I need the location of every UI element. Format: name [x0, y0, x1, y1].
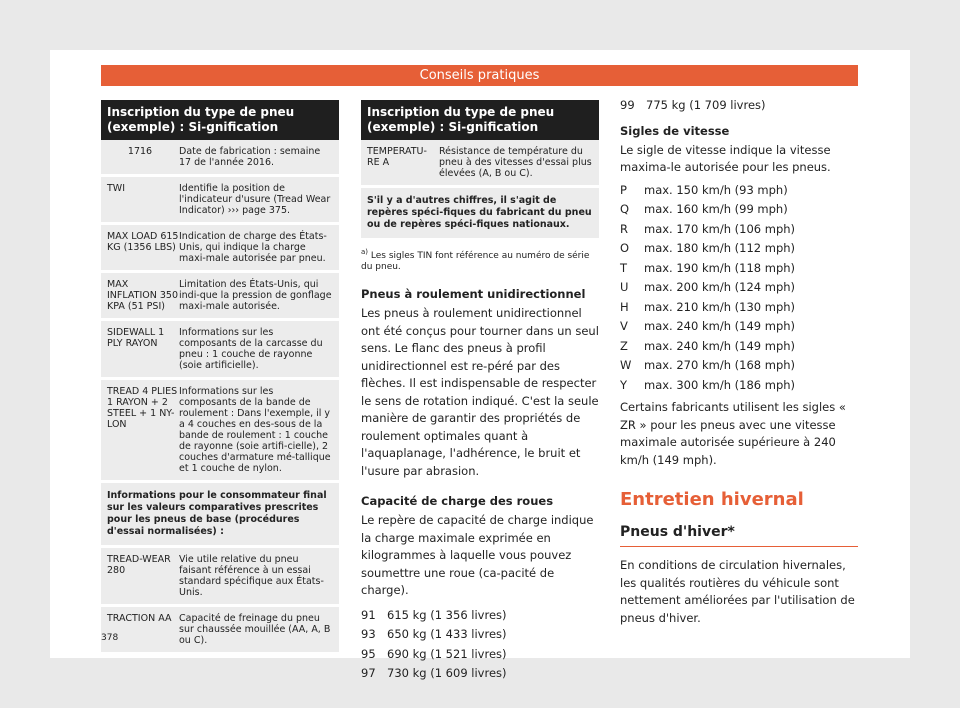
speed-value: max. 180 km/h (112 mph) [644, 241, 796, 255]
winter-title: Entretien hivernal [620, 489, 804, 510]
table-value: Vie utile relative du pneu faisant référence à un essai standard spécifique aux États-Unis. [179, 554, 324, 598]
table-key: TWI [107, 183, 125, 194]
table-key: TREAD-WEAR 280 [107, 554, 171, 576]
table-key: MAX INFLATION 350 KPA (51 PSI) [107, 279, 178, 312]
load-code: 91 [361, 607, 376, 622]
table-value: Indication de charge des États-Unis, qui indique la charge maxi-male autorisée par pneu. [179, 231, 327, 264]
table-row [101, 380, 339, 483]
load-value: 615 kg (1 356 livres) [387, 607, 507, 622]
table-value: Capacité de freinage du pneu sur chaussée mouillée (AA, A, B ou C). [179, 613, 331, 646]
table-key: MAX LOAD 615 KG (1356 LBS) [107, 231, 179, 253]
speed-code: Q [620, 202, 630, 216]
list-item [620, 96, 858, 116]
speed-value: max. 190 km/h (118 mph) [644, 260, 796, 275]
table-row [101, 140, 339, 177]
load-value: 775 kg (1 709 livres) [646, 98, 766, 112]
speed-code: W [620, 358, 632, 372]
column-2 [361, 100, 599, 684]
list-item [620, 200, 858, 220]
table-row [101, 548, 339, 607]
list-item [620, 317, 858, 337]
footnote [361, 247, 599, 273]
load-heading: Capacité de charge des roues [361, 494, 554, 508]
load-code: 97 [361, 666, 376, 680]
speed-value: max. 270 km/h (168 mph) [644, 358, 796, 372]
zr-note: Certains fabricants utilisent les sigles « ZR » pour les pneus avec une vitesse maximale autorisée supérieure à 240 km/h (149 mph). [620, 400, 846, 467]
speed-code: U [620, 280, 629, 294]
speed-value: max. 200 km/h (124 mph) [644, 280, 796, 294]
list-item [620, 239, 858, 259]
table-key: SIDEWALL 1 PLY RAYON [107, 327, 165, 349]
table-2-note: S'il y a d'autres chiffres, il s'agit de repères spéci-fiques du fabricant du pneu ou de repères spéci-fiques nationaux. [361, 188, 599, 241]
speed-list [620, 181, 858, 396]
speed-code: V [620, 319, 628, 333]
winter-text: En conditions de circulation hivernales, les qualités routières du véhicule sont nettement améliorées par l'utilisation de pneus d'hiver. [620, 558, 855, 625]
winter-subtitle: Pneus d'hiver* [620, 524, 858, 547]
section-header: Conseils pratiques [101, 65, 858, 86]
load-value: 650 kg (1 433 livres) [387, 627, 507, 641]
speed-code: R [620, 221, 628, 236]
speed-value: max. 240 km/h (149 mph) [644, 319, 796, 333]
footnote-text: Les sigles TIN font référence au numéro de série du pneu. [361, 251, 590, 272]
column-1 [101, 100, 339, 655]
list-item [361, 645, 599, 665]
load-value: 730 kg (1 609 livres) [387, 666, 507, 680]
speed-code: P [620, 182, 627, 197]
table-value: Informations sur les composants de la carcasse du pneu : 1 couche de rayonne (soie artificielle). [179, 327, 323, 371]
load-list [361, 606, 599, 684]
speed-value: max. 170 km/h (106 mph) [644, 221, 796, 236]
unidirectional-text: Les pneus à roulement unidirectionnel ont été conçus pour tourner dans un seul sens. Le flanc des pneus à profil unidirectionnel est re-péré par des flèches. Il est indispensable de respecter le sens de rotation indiqué. C'est la seule manière de garantir des propriétés de roulement optimales quant à l'aquaplanage, l'adhérence, le bruit et l'usure par abrasion. [361, 306, 599, 478]
table-row [101, 321, 339, 380]
speed-code: O [620, 241, 630, 255]
speed-code: Y [620, 377, 628, 392]
list-item [620, 278, 858, 298]
speed-value: max. 300 km/h (186 mph) [644, 377, 796, 392]
table-row [101, 607, 339, 655]
column-3 [620, 100, 858, 627]
table-2-header: Inscription du type de pneu (exemple) : Si-gnification [361, 100, 599, 140]
table-value: Informations sur les composants de la bande de roulement : Dans l'exemple, il y a 4 couches en des-sous de la bande de roulement : 1 couche de rayonne (soie artifi-cielle), 2 couches d'armature mé-tallique et 1 couche de nylon. [179, 386, 331, 474]
speed-code: Z [620, 338, 628, 353]
load-code: 99 [620, 98, 635, 112]
speed-heading: Sigles de vitesse [620, 123, 730, 138]
list-item [620, 376, 858, 396]
list-item [361, 625, 599, 645]
speed-value: max. 160 km/h (99 mph) [644, 202, 788, 216]
list-item [361, 664, 599, 684]
table-value: Résistance de température du pneu à des vitesses d'essai plus élevées (A, B ou C). [439, 146, 592, 179]
speed-value: max. 150 km/h (93 mph) [644, 182, 788, 197]
speed-code: T [620, 260, 628, 275]
list-item [620, 337, 858, 357]
load-code: 93 [361, 627, 376, 641]
table-key: TREAD 4 PLIES 1 RAYON + 2 STEEL + 1 NY-LON [107, 386, 178, 430]
list-item [620, 356, 858, 376]
load-value: 690 kg (1 521 livres) [387, 646, 507, 661]
list-item [620, 298, 858, 318]
consumer-info-row: Informations pour le consommateur final sur les valeurs comparatives prescrites pour les pneus de base (procédures d'essai normalisées) : [101, 483, 339, 548]
page-number: 378 [101, 633, 119, 643]
speed-code: H [620, 299, 629, 314]
table-value: Identifie la position de l'indicateur d'usure (Tread Wear Indicator) ››› page 375. [179, 183, 331, 216]
table-value: Limitation des États-Unis, qui indi-que la pression de gonflage maxi-male autorisée. [179, 279, 332, 312]
table-key: 1716 [127, 146, 153, 157]
list-item [620, 181, 858, 201]
table-row [101, 273, 339, 321]
table-row [101, 225, 339, 273]
speed-value: max. 210 km/h (130 mph) [644, 299, 796, 314]
table-row [101, 177, 339, 225]
table-row [361, 140, 599, 188]
load-code: 95 [361, 646, 376, 661]
table-key: TRACTION AA [107, 613, 172, 624]
speed-value: max. 240 km/h (149 mph) [644, 338, 796, 353]
table-key: TEMPERATU-RE A [367, 146, 427, 168]
load-text: Le repère de capacité de charge indique la charge maximale exprimée en kilogrammes à laquelle vous pouvez soumettre une roue (ca-pacité de charge). [361, 513, 594, 597]
table-value: Date de fabrication : semaine 17 de l'année 2016. [179, 146, 321, 168]
footnote-marker: a) [361, 248, 369, 256]
list-item [620, 220, 858, 240]
unidirectional-heading: Pneus à roulement unidirectionnel [361, 287, 586, 301]
speed-text: Le sigle de vitesse indique la vitesse maxima-le autorisée pour les pneus. [620, 142, 831, 174]
table-1-header: Inscription du type de pneu (exemple) : Si-gnification [101, 100, 339, 140]
list-item [361, 606, 599, 626]
list-item [620, 259, 858, 279]
